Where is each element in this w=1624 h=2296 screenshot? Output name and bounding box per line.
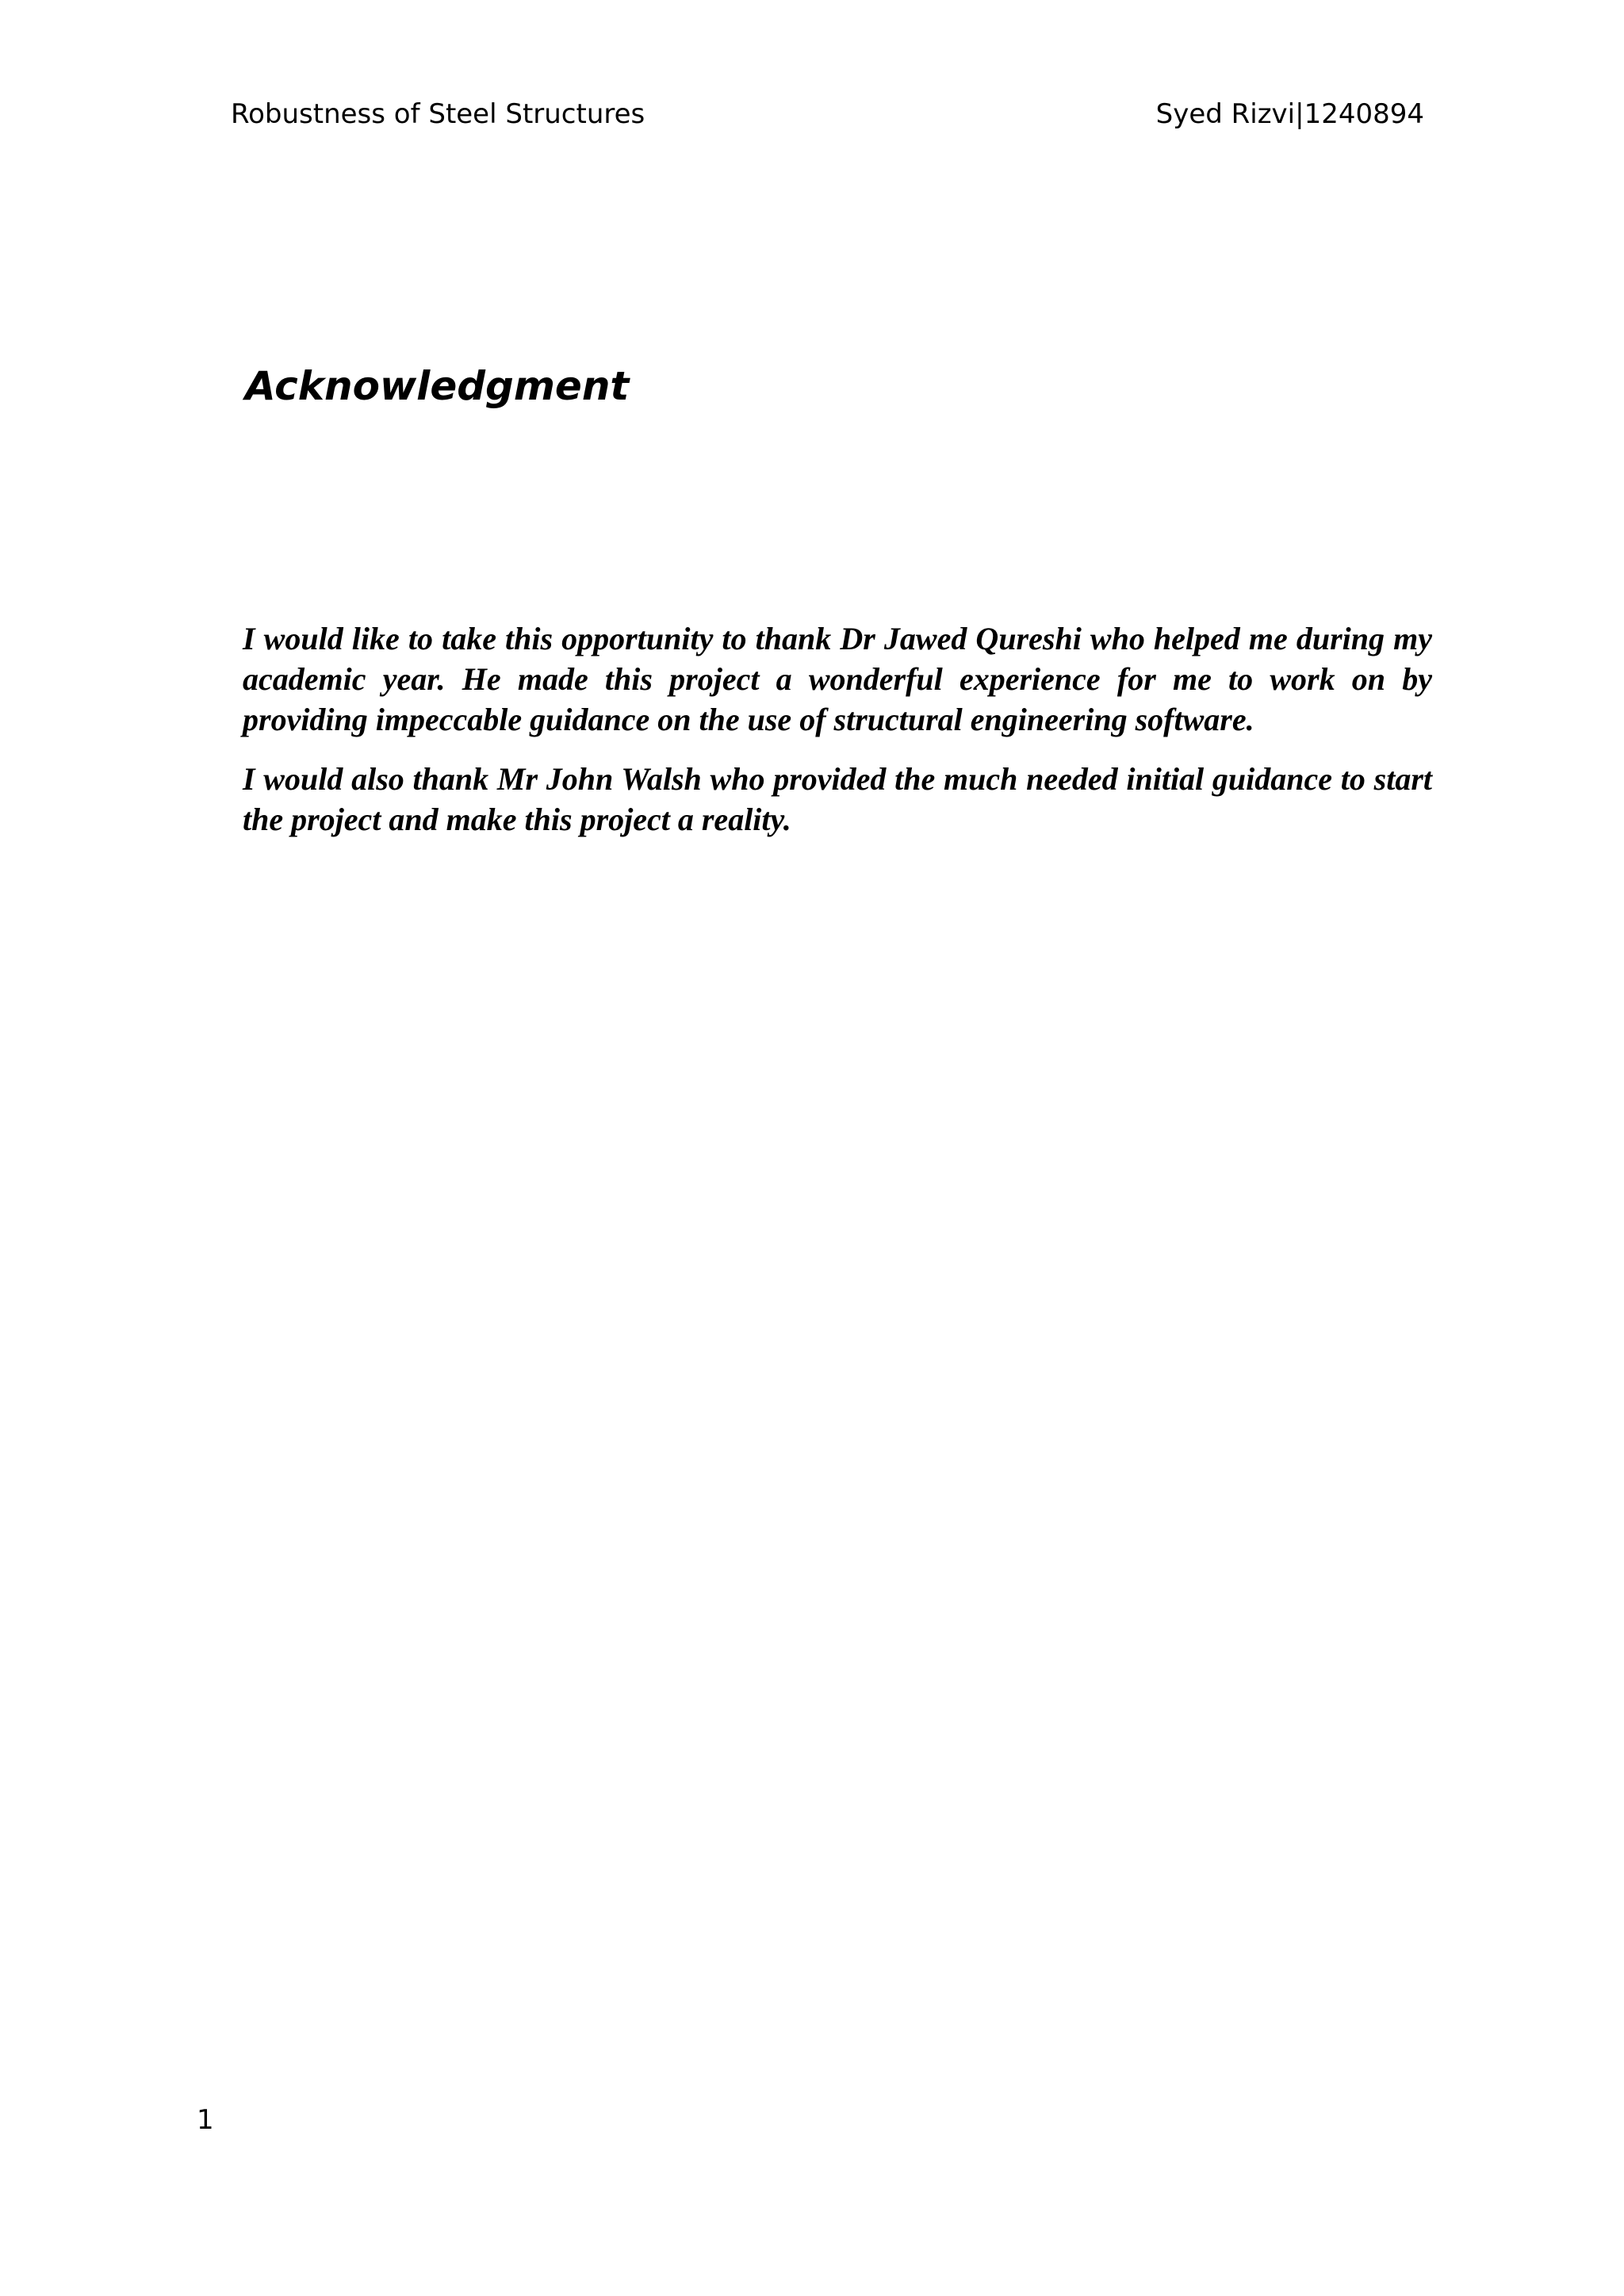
paragraph-1: I would like to take this opportunity to thank Dr Jawed Qureshi who helped me during my academic year. He made this project a wonderful experience for me to work on by providing impeccable guidance on the use of structural engineering software. <box>243 621 1432 737</box>
section-title: Acknowledgment <box>245 363 630 409</box>
header-author-id: Syed Rizvi|1240894 <box>1155 98 1424 130</box>
header-document-title: Robustness of Steel Structures <box>231 98 645 130</box>
acknowledgment-body <box>243 618 1432 859</box>
page-number: 1 <box>197 2104 214 2136</box>
paragraph-2: I would also thank Mr John Walsh who provided the much needed initial guidance to start the project and make this project a reality. <box>243 761 1432 837</box>
